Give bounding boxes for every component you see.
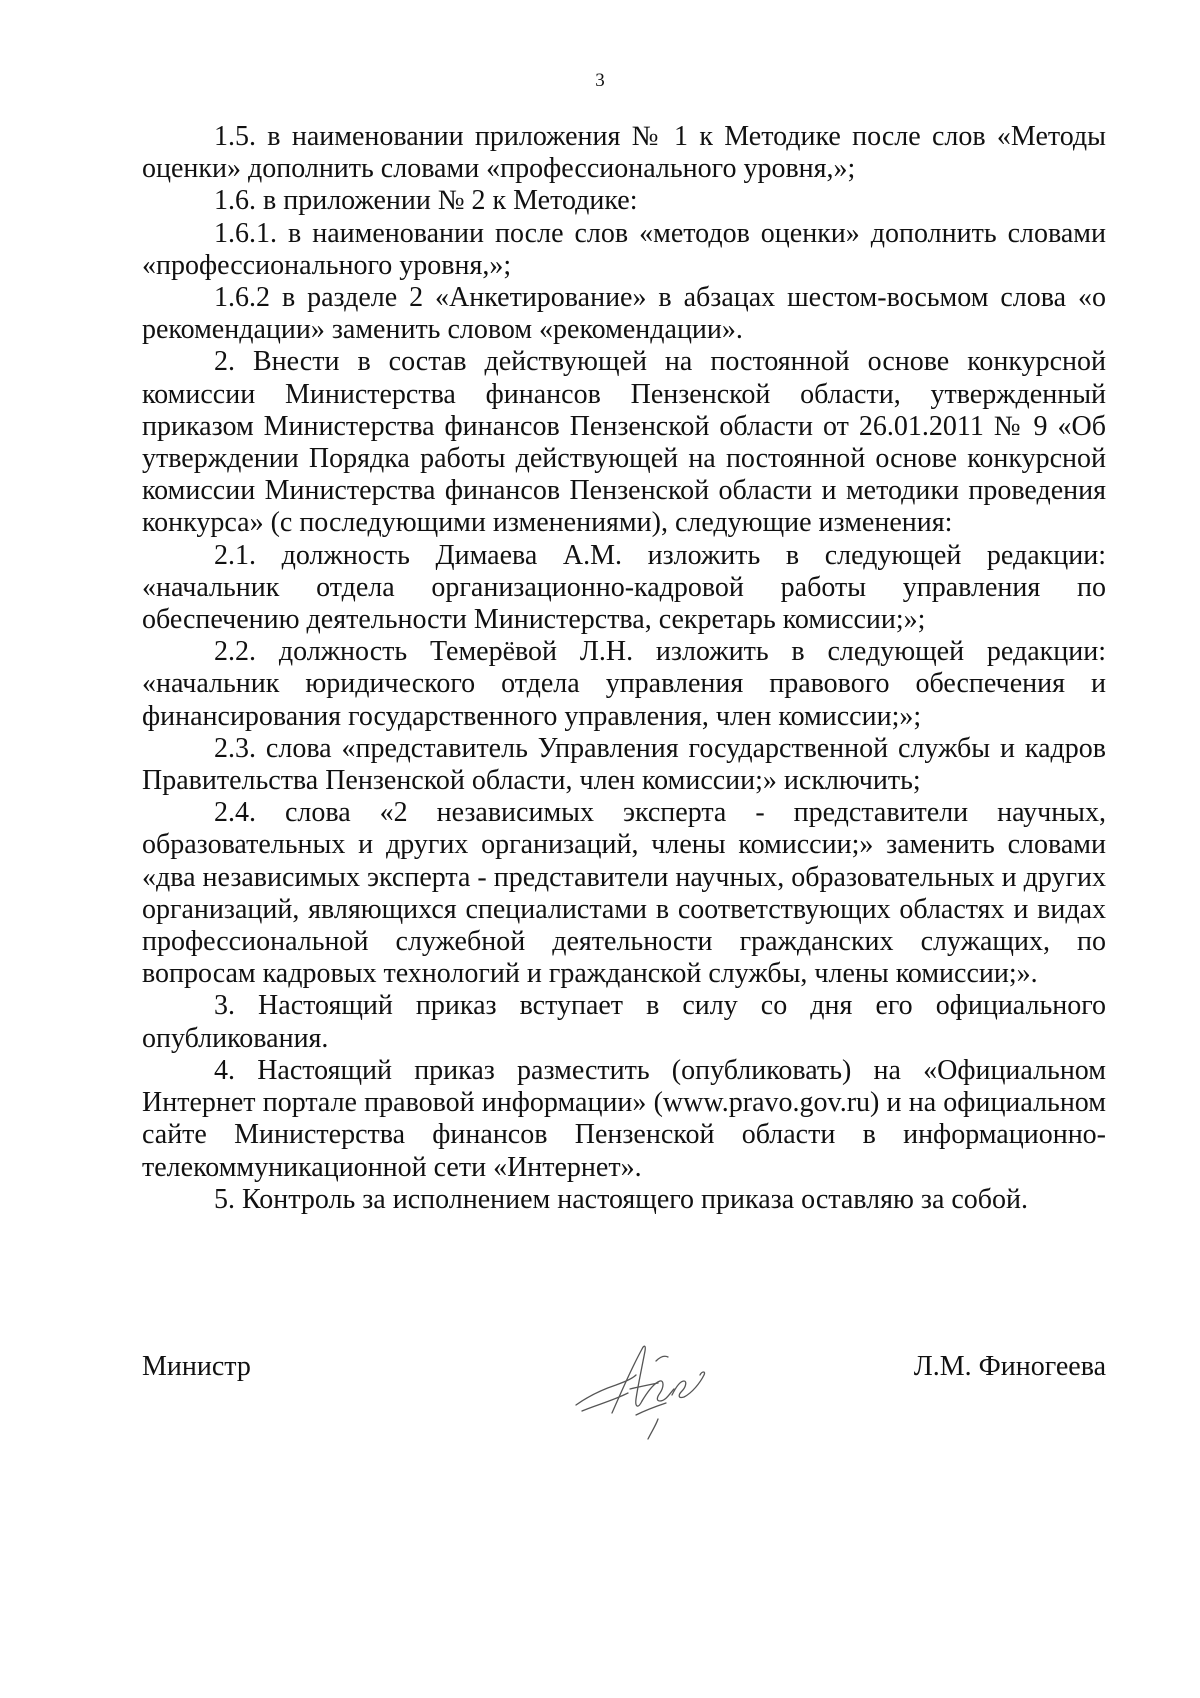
paragraph-2-3: 2.3. слова «представитель Управления государственной службы и кадров Правительства Пензенской области, член комиссии;» исключить; [142,732,1106,797]
paragraph-1-5: 1.5. в наименовании приложения № 1 к Методике после слов «Методы оценки» дополнить словами «профессионального уровня,»; [142,121,1106,185]
paragraph-1-6-2: 1.6.2 в разделе 2 «Анкетирование» в абзацах шестом-восьмом слова «о рекомендации» заменить словом «рекомендации». [142,282,1106,346]
paragraph-4: 4. Настоящий приказ разместить (опубликовать) на «Официальном Интернет портале правовой информации» (www.pravo.gov.ru) и на официальном сайте Министерства финансов Пензенской области в информационно-телекоммуникационной сети «Интернет». [142,1054,1106,1183]
paragraph-2-4: 2.4. слова «2 независимых эксперта - представители научных, образовательных и других организаций, члены комиссии;» заменить словами «два независимых эксперта - представители научных, образовательных и других организаций, являющихся специалистами в соответствующих областях и видах профессиональной служебной деятельности гражданских служащих, по вопросам кадровых технологий и гражданской службы, члены комиссии;». [142,797,1106,990]
document-body [142,121,1106,1216]
signatory-title: Министр [142,1351,251,1382]
paragraph-2-2: 2.2. должность Темерёвой Л.Н. изложить в следующей редакции: «начальник юридического отдела управления правового обеспечения и финансирования государственного управления, член комиссии;»; [142,636,1106,732]
paragraph-2: 2. Внести в состав действующей на постоянной основе конкурсной комиссии Министерства финансов Пензенской области, утвержденный приказом Министерства финансов Пензенской области от 26.01.2011 № 9 «Об утверждении Порядка работы действующей на постоянной основе конкурсной комиссии Министерства финансов Пензенской области и методики проведения конкурса» (с последующими изменениями), следующие изменения: [142,346,1106,539]
signatory-name: Л.М. Финогеева [913,1351,1106,1382]
paragraph-1-6: 1.6. в приложении № 2 к Методике: [214,185,638,217]
paragraph-3: 3. Настоящий приказ вступает в силу со дня его официального опубликования. [142,990,1106,1054]
paragraph-5: 5. Контроль за исполнением настоящего приказа оставляю за собой. [214,1183,1029,1215]
paragraph-2-1: 2.1. должность Димаева А.М. изложить в следующей редакции: «начальник отдела организационно-кадровой работы управления по обеспечению деятельности Министерства, секретарь комиссии;»; [142,539,1106,636]
handwritten-signature-icon [572,1335,722,1445]
page-number: 3 [595,70,605,91]
paragraph-1-6-1: 1.6.1. в наименовании после слов «методов оценки» дополнить словами «профессионального уровня,»; [142,217,1106,281]
